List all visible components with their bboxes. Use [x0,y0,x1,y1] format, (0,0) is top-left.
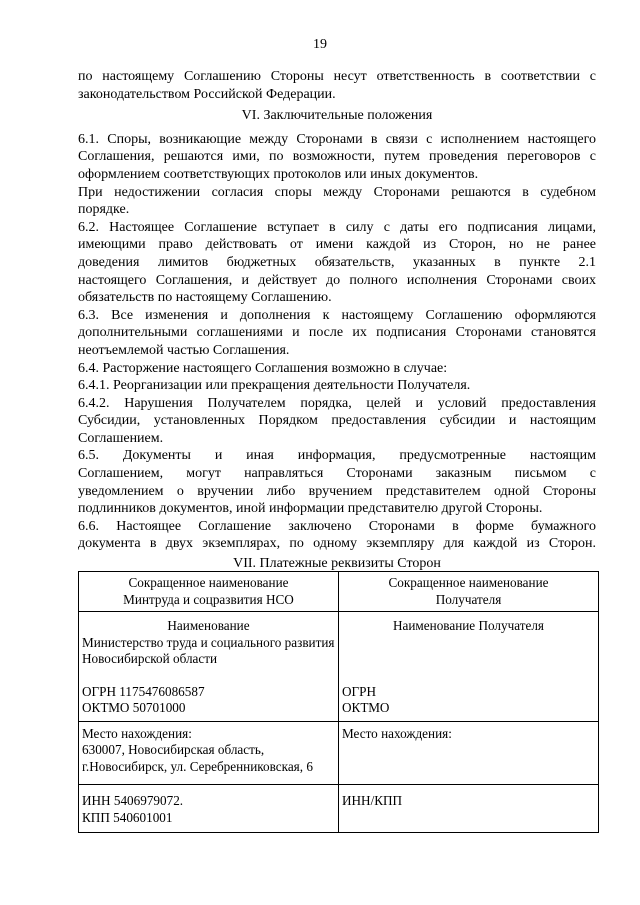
cell-text: ОГРН 1175476086587 [82,683,205,699]
paragraph-6-4-2 [78,395,596,448]
cell-text: Место нахождения: [82,725,192,741]
table-row [79,785,599,833]
cell-text: ИНН 5406979072. [82,793,184,808]
paragraph-6-2 [78,219,596,307]
text-line: 6.2. Настоящее Соглашение вступает в силу с даты его подписания лицами, [78,219,596,235]
text-line: Соглашением. [78,430,164,446]
payment-details-table [78,571,599,833]
text-line: 6.3. Все изменения и дополнения к настоящему Соглашению оформляются [78,307,596,323]
cell-text: г.Новосибирск, ул. Серебренниковская, 6 [82,758,313,774]
text-line: уведомлением о вручении либо вручением представителем одной Стороны [78,483,596,499]
section-7-title: VII. Платежные реквизиты Сторон [233,556,441,572]
table-row [79,721,599,785]
text-line: Соглашения, решаются ими, по возможности, путем проведения переговоров с [78,149,596,165]
text-line: неотъемлемой частью Соглашения. [78,342,290,358]
text-line: дополнительными соглашениями и после их подписания Сторонами становятся [78,325,596,341]
text-line: 6.4. Расторжение настоящего Соглашения возможно в случае: [78,360,448,376]
paragraph-6-3 [78,307,596,360]
text-line: порядке. [78,202,130,218]
cell-text: ОКТМО 50701000 [82,700,186,715]
paragraph-6-1 [78,131,596,184]
header-cell-recipient [339,572,599,612]
cell-text: Новосибирской области [82,651,218,666]
cell-text: 630007, Новосибирская область, [82,742,265,757]
name-cell-recipient [339,612,599,722]
paragraph-6-4-1 [78,377,596,395]
text-line: 6.5. Документы и иная информация, предусмотренные настоящим [78,448,596,464]
cell-text: ОГРН [342,683,377,699]
cell-text: ИНН/КПП [342,793,403,808]
cell-label: Наименование Получателя [393,618,544,633]
cell-text: Получателя [435,591,502,607]
cell-text: Сокращенное наименование [128,575,289,590]
page-number: 19 [313,37,327,52]
text-line: подлинников документов, иной информации представителю другой Стороны. [78,501,543,517]
paragraph-6-4 [78,360,596,378]
text-line: 6.1. Споры, возникающие между Сторонами в связи с исполнением настоящего [78,131,596,147]
text-line: Соглашением, могут направляться Сторонами заказным письмом с [78,466,596,482]
paragraph-6-6 [78,518,596,553]
table-row [79,612,599,722]
cell-text: Министерство труда и социального развития [82,634,335,650]
section-6-title: VI. Заключительные положения [241,108,433,124]
cell-label: Наименование [167,618,250,633]
inn-cell-recipient [339,785,599,833]
document-body [78,68,596,578]
text-line: законодательством Российской Федерации. [78,86,336,102]
paragraph-6-5 [78,447,596,517]
header-cell-ministry [79,572,339,612]
location-cell-recipient [339,721,599,785]
text-line: по настоящему Соглашению Стороны несут ответственность в соответствии с [78,69,596,84]
table-row [79,572,599,612]
text-line: 6.6. Настоящее Соглашение заключено Сторонами в форме бумажного [78,518,596,534]
cell-text: Минтруда и соцразвития НСО [123,591,294,607]
inn-cell-ministry [79,785,339,833]
text-line: Субсидии, установленных Порядком предоставления субсидии и настоящим [78,413,596,429]
text-line: документа в двух экземплярах, по одному экземпляру для каждой из Сторон. [78,536,596,552]
text-line: настоящего Соглашения, и действует до полного исполнения Сторонами своих [78,272,596,288]
text-line: доведения лимитов бюджетных обязательств, указанных в пункте 2.1 [78,254,596,270]
text-line: 6.4.2. Нарушения Получателем порядка, целей и условий предоставления [78,395,596,411]
cell-text: ОКТМО [342,700,390,715]
cell-text: Место нахождения: [342,725,452,741]
paragraph-6-1-dispute [78,184,596,219]
text-line: оформлением соответствующих протоколов или иных документов. [78,166,479,182]
text-line: обязательств по настоящему Соглашению. [78,290,332,306]
text-line: При недостижении согласия споры между Сторонами решаются в судебном [78,184,596,200]
text-line: имеющими право действовать от имени каждой из Сторон, но не ранее [78,237,596,253]
location-cell-ministry [79,721,339,785]
cell-text: Сокращенное наименование [388,575,549,590]
name-cell-ministry [79,612,339,722]
text-line: 6.4.1. Реорганизации или прекращения деятельности Получателя. [78,378,471,394]
cell-text: КПП 540601001 [82,809,173,825]
